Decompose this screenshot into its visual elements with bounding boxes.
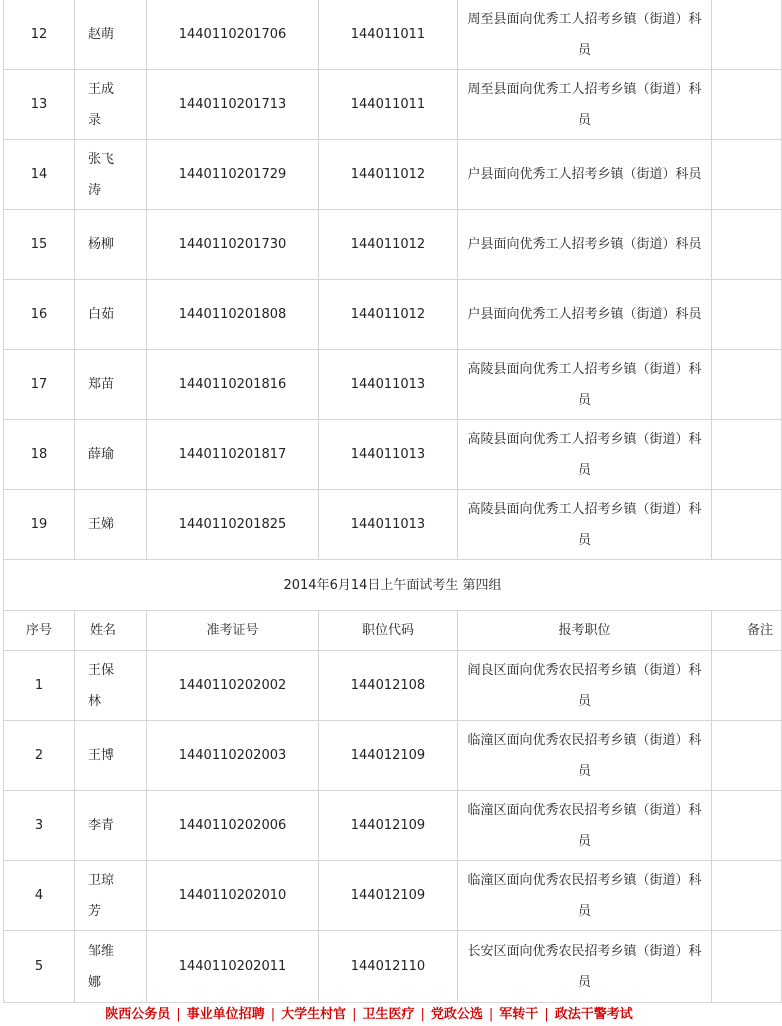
table-row [3,350,782,420]
footer-link[interactable]: 军转干 [499,1007,539,1022]
cell-position-code: 144011013 [319,420,458,490]
cell-note [712,140,782,210]
header-name-text: 姓名 [89,623,116,638]
cell-name-text: 李青 [88,818,115,833]
cell-exam-id: 1440110201729 [147,140,319,210]
cell-note [712,651,782,721]
header-note: 备注 [712,611,782,651]
footer-separator: | [176,1007,181,1022]
cell-position-code: 144011012 [319,210,458,280]
cell-exam-id: 1440110201730 [147,210,319,280]
header-position: 报考职位 [458,611,712,651]
cell-note [712,210,782,280]
cell-position: 周至县面向优秀工人招考乡镇（街道）科员 [458,70,712,140]
cell-position: 周至县面向优秀工人招考乡镇（街道）科员 [458,0,712,70]
cell-note [712,791,782,861]
cell-note [712,0,782,70]
cell-position: 临潼区面向优秀农民招考乡镇（街道）科员 [458,861,712,931]
cell-no: 3 [3,791,75,861]
footer-link[interactable]: 事业单位招聘 [186,1007,265,1022]
cell-name [75,490,147,560]
footer-link[interactable]: 政法干警考试 [554,1007,633,1022]
table-row [3,210,782,280]
table-row [3,420,782,490]
footer-separator: | [544,1007,549,1022]
table-row [3,721,782,791]
cell-exam-id: 1440110202002 [147,651,319,721]
header-no: 序号 [3,611,75,651]
group-title-section [3,560,782,611]
cell-name-text: 赵萌 [88,27,115,42]
cell-no: 17 [3,350,75,420]
cell-exam-id: 1440110202006 [147,791,319,861]
cell-note [712,861,782,931]
cell-position-code: 144012109 [319,861,458,931]
table-row [3,651,782,721]
cell-name [75,721,147,791]
cell-name [75,931,147,1003]
cell-note [712,721,782,791]
cell-exam-id: 1440110202011 [147,931,319,1003]
cell-position: 高陵县面向优秀工人招考乡镇（街道）科员 [458,420,712,490]
cell-note [712,420,782,490]
table-row [3,490,782,560]
cell-exam-id: 1440110201706 [147,0,319,70]
cell-position-code: 144012109 [319,721,458,791]
cell-exam-id: 1440110201816 [147,350,319,420]
cell-no: 1 [3,651,75,721]
group-title: 2014年6月14日上午面试考生 第四组 [3,560,782,611]
cell-name-text: 杨柳 [88,237,115,252]
cell-name [75,791,147,861]
table-row [3,140,782,210]
cell-name-text: 张飞涛 [88,151,115,198]
cell-name [75,280,147,350]
cell-note [712,350,782,420]
cell-note [712,70,782,140]
footer-separator: | [352,1007,357,1022]
cell-name [75,0,147,70]
cell-name [75,140,147,210]
cell-position-code: 144011013 [319,350,458,420]
cell-position-code: 144011011 [319,70,458,140]
table-row [3,931,782,1003]
cell-name-text: 郑苗 [88,377,115,392]
table-row [3,861,782,931]
cell-position-code: 144012110 [319,931,458,1003]
table-row [3,0,782,70]
cell-position-code: 144012109 [319,791,458,861]
cell-no: 18 [3,420,75,490]
cell-no: 12 [3,0,75,70]
table-body-previous-group [3,0,782,560]
table-row [3,280,782,350]
cell-no: 14 [3,140,75,210]
cell-exam-id: 1440110202010 [147,861,319,931]
cell-position-code: 144011011 [319,0,458,70]
cell-position: 户县面向优秀工人招考乡镇（街道）科员 [458,140,712,210]
cell-name-text: 薛瑜 [88,447,115,462]
cell-position-code: 144012108 [319,651,458,721]
cell-no: 15 [3,210,75,280]
footer-link[interactable]: 大学生村官 [281,1007,347,1022]
cell-name-text: 王成录 [88,81,115,128]
footer-separator: | [270,1007,276,1022]
table-body-group-four [3,651,782,1003]
footer-link[interactable]: 陕西公务员 [105,1007,171,1022]
cell-position: 阎良区面向优秀农民招考乡镇（街道）科员 [458,651,712,721]
cell-name-text: 白茹 [88,307,115,322]
header-code: 职位代码 [319,611,458,651]
cell-position-code: 144011012 [319,140,458,210]
cell-note [712,931,782,1003]
cell-no: 13 [3,70,75,140]
cell-no: 2 [3,721,75,791]
cell-position: 高陵县面向优秀工人招考乡镇（街道）科员 [458,350,712,420]
cell-name [75,651,147,721]
footer-separator: | [488,1007,494,1022]
table-row [3,70,782,140]
cell-name-text: 卫琼芳 [88,872,115,919]
cell-exam-id: 1440110201713 [147,70,319,140]
cell-no: 19 [3,490,75,560]
table-row [3,791,782,861]
table-header-row [3,611,782,651]
header-exam-id: 准考证号 [147,611,319,651]
cell-name-text: 王娣 [88,517,115,532]
cell-name [75,861,147,931]
cell-position: 临潼区面向优秀农民招考乡镇（街道）科员 [458,721,712,791]
footer-link[interactable]: 卫生医疗 [362,1007,415,1022]
footer-link[interactable]: 党政公选 [430,1007,483,1022]
cell-name [75,420,147,490]
cell-position: 高陵县面向优秀工人招考乡镇（街道）科员 [458,490,712,560]
cell-position: 临潼区面向优秀农民招考乡镇（街道）科员 [458,791,712,861]
footer-separator: | [420,1007,425,1022]
cell-no: 5 [3,931,75,1003]
cell-no: 4 [3,861,75,931]
cell-note [712,280,782,350]
cell-no: 16 [3,280,75,350]
footer-link-bar [0,1003,738,1026]
cell-name [75,70,147,140]
cell-position: 户县面向优秀工人招考乡镇（街道）科员 [458,280,712,350]
cell-note [712,490,782,560]
cell-exam-id: 1440110202003 [147,721,319,791]
cell-position-code: 144011012 [319,280,458,350]
cell-position: 户县面向优秀工人招考乡镇（街道）科员 [458,210,712,280]
cell-exam-id: 1440110201808 [147,280,319,350]
cell-name-text: 邹维娜 [88,943,115,990]
cell-position: 长安区面向优秀农民招考乡镇（街道）科员 [458,931,712,1003]
cell-name-text: 王保林 [88,662,115,709]
cell-name [75,210,147,280]
cell-name-text: 王博 [88,748,115,763]
exam-candidate-table [3,0,773,1003]
cell-name [75,350,147,420]
cell-exam-id: 1440110201817 [147,420,319,490]
cell-position-code: 144011013 [319,490,458,560]
header-name [75,611,147,651]
table-header-section [3,611,782,651]
cell-exam-id: 1440110201825 [147,490,319,560]
